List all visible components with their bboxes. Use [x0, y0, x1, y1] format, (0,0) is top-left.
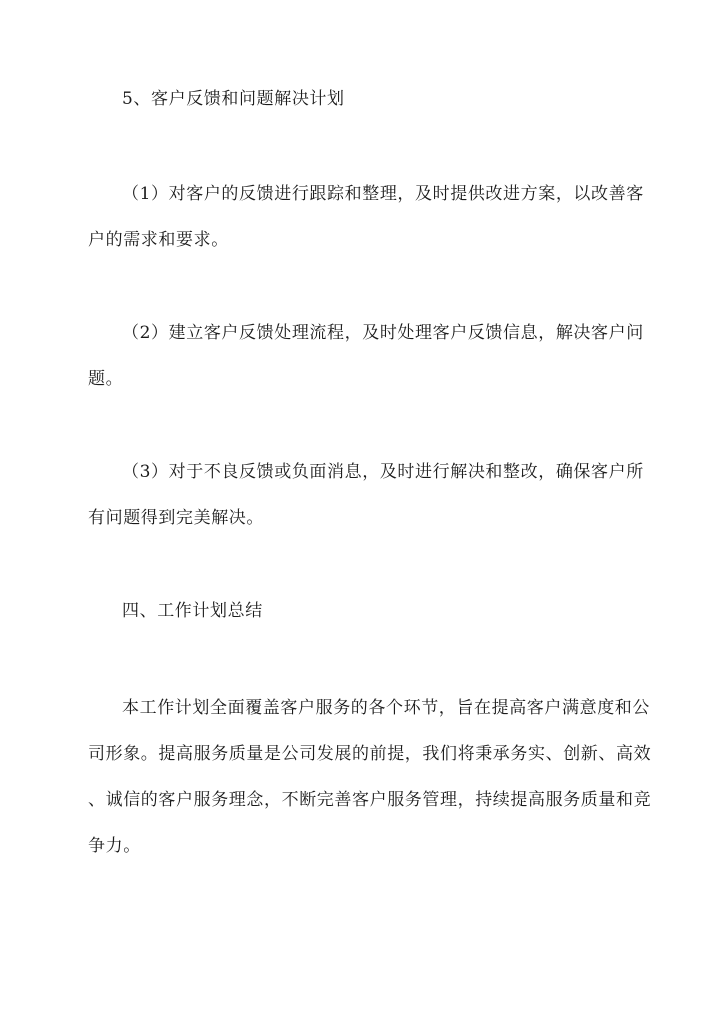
list-item-2-line-2: 题。 [88, 369, 124, 389]
list-item-3-line-2: 有问题得到完美解决。 [88, 508, 264, 528]
list-item-2-line-1: （2）建立客户反馈处理流程，及时处理客户反馈信息，解决客户问 [122, 323, 644, 343]
list-item-1-line-1: （1）对客户的反馈进行跟踪和整理，及时提供改进方案，以改善客 [122, 184, 644, 204]
summary-paragraph-line-1: 本工作计划全面覆盖客户服务的各个环节，旨在提高客户满意度和公 [122, 698, 650, 718]
list-item-1-line-2: 户的需求和要求。 [88, 230, 229, 250]
summary-paragraph-line-2: 司形象。提高服务质量是公司发展的前提，我们将秉承务实、创新、高效 [88, 744, 652, 764]
section-heading: 5、客户反馈和问题解决计划 [122, 89, 345, 109]
summary-paragraph-line-4: 争力。 [88, 836, 141, 856]
list-item-3-line-1: （3）对于不良反馈或负面消息，及时进行解决和整改，确保客户所 [122, 462, 644, 482]
section-heading-summary: 四、工作计划总结 [122, 601, 263, 621]
summary-paragraph-line-3: 、诚信的客户服务理念，不断完善客户服务管理，持续提高服务质量和竞 [88, 790, 652, 810]
